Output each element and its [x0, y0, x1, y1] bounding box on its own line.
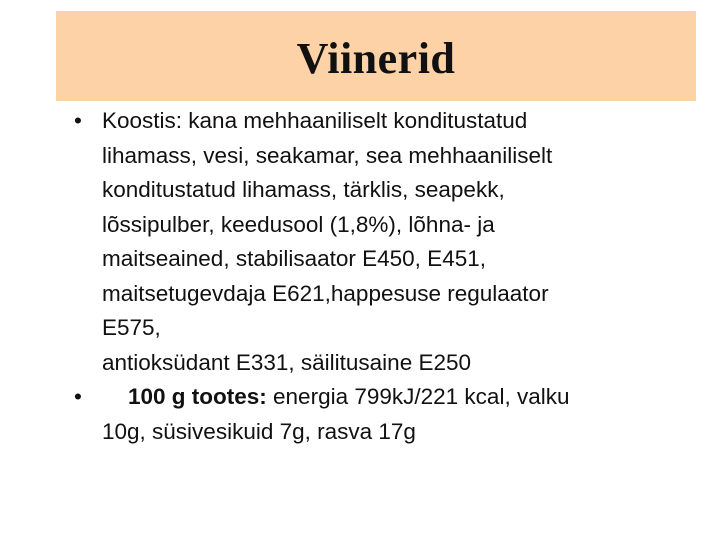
title-banner [56, 11, 696, 101]
ingredients-line: lõssipulber, keedusool (1,8%), lõhna- ja [102, 211, 495, 237]
bullet-item-ingredients [74, 104, 694, 380]
ingredients-line: lihamass, vesi, seakamar, sea mehhaaniliselt [102, 142, 553, 168]
ingredients-line: antioksüdant E331, säilitusaine E250 [102, 349, 472, 375]
nutrition-line-first [102, 380, 694, 415]
slide-title: Viinerid [296, 33, 456, 83]
ingredients-line: konditustatud lihamass, tärklis, seapekk, [102, 177, 505, 202]
ingredients-line: maitseained, stabilisaator E450, E451, [102, 246, 486, 271]
ingredients-line: E575, [102, 315, 161, 340]
nutrition-line: 10g, süsivesikuid 7g, rasva 17g [102, 418, 416, 444]
ingredients-line: maitsetugevdaja E621,happesuse regulaator [102, 280, 549, 306]
bullet-item-nutrition [74, 380, 694, 449]
bullet-icon: • [74, 384, 82, 409]
nutrition-values: energia 799kJ/221 kcal, valku [266, 384, 570, 409]
ingredients-line: Koostis: kana mehhaaniliselt konditustatud [102, 108, 528, 133]
slide-content [74, 104, 694, 449]
bullet-icon: • [74, 108, 82, 133]
nutrition-label: 100 g tootes: [128, 384, 267, 409]
